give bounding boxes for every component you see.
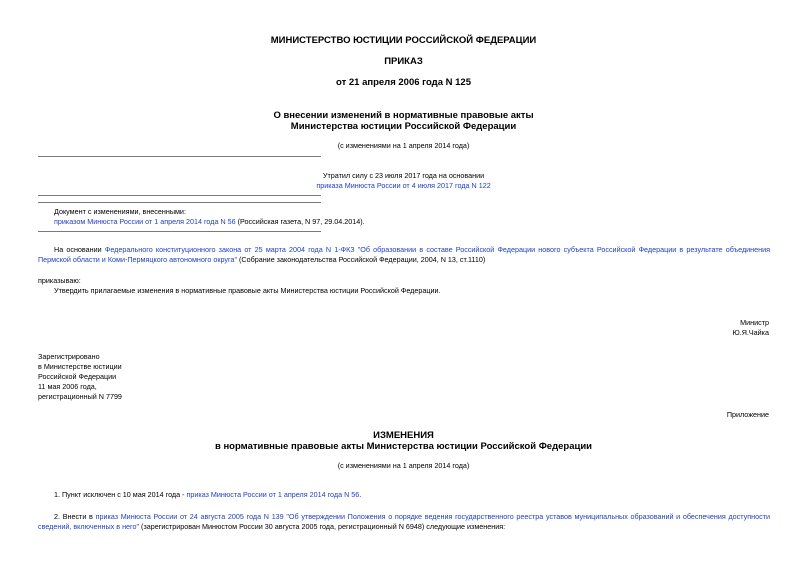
item-2-link[interactable]: приказ Минюста России от 24 августа 2005 года N 139 "Об утверждении Положения о порядке ведения государственного реестра уставов муниципальных образований и обеспечения доступности сведений, включенных в него" xyxy=(38,512,771,531)
appendix-subtitle: в нормативные правовые акты Министерства юстиции Российской Федерации xyxy=(214,441,593,452)
amendment-order-link[interactable]: приказом Минюста России от 1 апреля 2014 года N 56 xyxy=(54,217,236,226)
basis-lead: На основании xyxy=(54,245,105,254)
doc-type-heading: ПРИКАЗ xyxy=(384,56,423,67)
registration-block xyxy=(38,352,122,402)
expired-order-link[interactable]: приказа Минюста России от 4 июля 2017 года N 122 xyxy=(316,181,491,190)
title-line-2: Министерства юстиции Российской Федерации xyxy=(290,121,517,132)
basis-tail: (Собрание законодательства Российской Федерации, 2004, N 13, ст.1110) xyxy=(237,255,486,264)
item-1-link[interactable]: приказ Минюста России от 1 апреля 2014 года N 56 xyxy=(186,490,360,499)
prikazyvayu-label: приказываю: xyxy=(38,276,81,285)
expired-link-line xyxy=(0,181,807,191)
registration-line: в Министерстве юстиции xyxy=(38,362,122,371)
revision-note: (с изменениями на 1 апреля 2014 года) xyxy=(337,141,470,150)
date-number-heading: от 21 апреля 2006 года N 125 xyxy=(336,77,471,88)
amendment-source: (Российская газета, N 97, 29.04.2014). xyxy=(235,217,365,226)
amendments-label: Документ с изменениями, внесенными: xyxy=(54,207,186,216)
appendix-label: Приложение xyxy=(726,410,769,419)
appendix-title: ИЗМЕНЕНИЯ xyxy=(373,430,434,441)
item-2-tail: (зарегистрирован Минюстом России 30 августа 2005 года, регистрационный N 6948) следующие изменения: xyxy=(139,522,506,531)
registration-line: регистрационный N 7799 xyxy=(38,392,122,401)
expired-note: Утратил силу с 23 июля 2017 года на основании xyxy=(322,171,485,180)
federal-law-link[interactable]: Федерального конституционного закона от 25 марта 2004 года N 1-ФКЗ "Об образовании в составе Российской Федерации нового субъекта Российской Федерации в результате объединения Пермской области и Коми-Пермяцкого автономного округа" xyxy=(38,245,770,264)
divider-3 xyxy=(38,202,321,203)
signature-position: Министр xyxy=(740,318,769,327)
ministry-heading: МИНИСТЕРСТВО ЮСТИЦИИ РОССИЙСКОЙ ФЕДЕРАЦИИ xyxy=(270,35,537,46)
title-line-1: О внесении изменений в нормативные правовые акты xyxy=(273,110,534,121)
divider-1 xyxy=(38,156,321,157)
divider-4 xyxy=(38,231,321,232)
registration-line: Зарегистрировано xyxy=(38,352,100,361)
item-1-end: . xyxy=(359,490,362,499)
item-1 xyxy=(54,490,361,500)
item-1-text: 1. Пункт исключен с 10 мая 2014 года - xyxy=(54,490,187,499)
appendix-revision: (с изменениями на 1 апреля 2014 года) xyxy=(337,461,470,470)
signature-name: Ю.Я.Чайка xyxy=(732,328,769,337)
basis-paragraph xyxy=(38,245,770,265)
registration-line: 11 мая 2006 года, xyxy=(38,382,97,391)
amendments-line xyxy=(54,217,774,227)
order-text: Утвердить прилагаемые изменения в нормативные правовые акты Министерства юстиции Российской Федерации. xyxy=(54,286,441,295)
item-2 xyxy=(38,512,770,532)
registration-line: Российской Федерации xyxy=(38,372,117,381)
divider-2 xyxy=(38,195,321,196)
item-2-lead: 2. Внести в xyxy=(54,512,96,521)
